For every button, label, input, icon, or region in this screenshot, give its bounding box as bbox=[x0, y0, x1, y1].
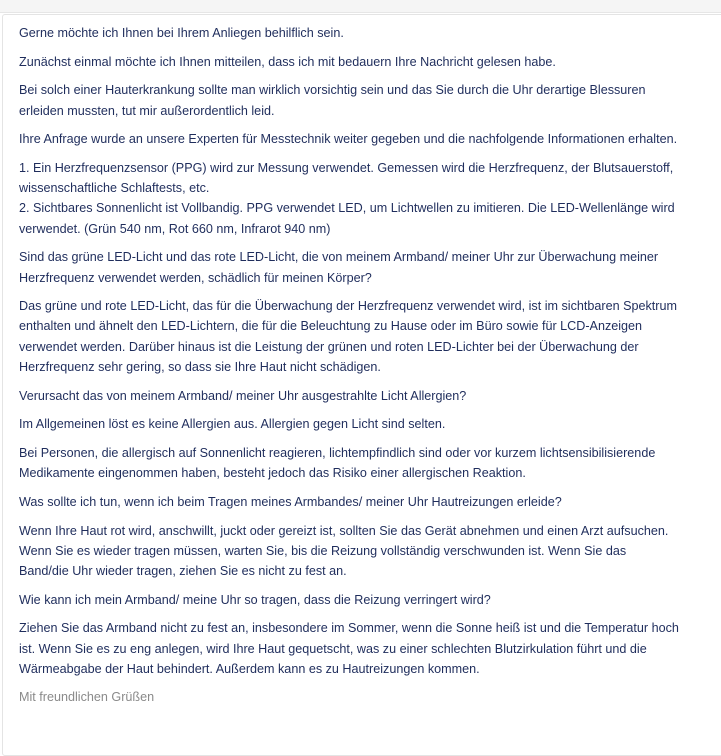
message-paragraph: Im Allgemeinen löst es keine Allergien aus. Allergien gegen Licht sind selten. bbox=[19, 417, 446, 432]
message-paragraph: Was sollte ich tun, wenn ich beim Tragen meines Armbandes/ meiner Uhr Hautreizungen erleide? bbox=[19, 494, 562, 509]
message-paragraph: Sind das grüne LED-Licht und das rote LED-Licht, die von meinem Armband/ meiner Uhr zur Überwachung meiner Herzfrequenz verwendet werden, schädlich für meinen Körper? bbox=[19, 250, 659, 285]
message-paragraph: Ziehen Sie das Armband nicht zu fest an, insbesondere im Sommer, wenn die Sonne heiß ist und die Temperatur hoch ist. Wenn Sie es zu eng anlegen, wird Ihre Haut gequetscht, was zu einer schlechten Blutzirkulation führt und die Wärmeabgabe der Haut behindert. Außerdem kann es zu Hautreizungen kommen. bbox=[19, 621, 679, 676]
closing-text: Mit freundlichen Grüßen bbox=[19, 690, 155, 705]
message-paragraph: Wie kann ich mein Armband/ meine Uhr so tragen, dass die Reizung verringert wird? bbox=[19, 592, 491, 607]
message-paragraph: Zunächst einmal möchte ich Ihnen mitteilen, dass ich mit bedauern Ihre Nachricht gelesen habe. bbox=[19, 54, 556, 69]
top-bar bbox=[0, 0, 721, 13]
message-paragraph: Ihre Anfrage wurde an unsere Experten für Messtechnik weiter gegeben und die nachfolgende Informationen erhalten. bbox=[19, 132, 678, 147]
message-paragraph: Wenn Ihre Haut rot wird, anschwillt, juckt oder gereizt ist, sollten Sie das Gerät abnehmen und einen Arzt aufsuchen. Wenn Sie es wieder tragen müssen, warten Sie, bis die Reizung vollständig verschwunden ist. Wenn Sie das Band/die Uhr wieder tragen, ziehen Sie es nicht zu fest an. bbox=[19, 523, 669, 578]
message-body bbox=[19, 23, 679, 716]
message-paragraph: Gerne möchte ich Ihnen bei Ihrem Anliegen behilflich sein. bbox=[19, 26, 344, 40]
message-paragraph: Bei solch einer Hauterkrankung sollte man wirklich vorsichtig sein und das Sie durch die Uhr derartige Blessuren erleiden mussten, tut mir außerordentlich leid. bbox=[19, 83, 646, 118]
message-paragraph: Bei Personen, die allergisch auf Sonnenlicht reagieren, lichtempfindlich sind oder vor kurzem lichtsensibilisierende Medikamente eingenommen haben, besteht jedoch das Risiko einer allergischen Reaktion. bbox=[19, 445, 656, 481]
message-paragraph: Das grüne und rote LED-Licht, das für die Überwachung der Herzfrequenz verwendet wird, ist im sichtbaren Spektrum enthalten und ähnelt den LED-Lichtern, die für die Beleuchtung zu Hause oder im Büro sowie für LCD-Anzeigen verwendet werden. Darüber hinaus ist die Leistung der grünen und roten LED-Lichter bei der Überwachung der Herzfrequenz sehr gering, so dass sie Ihre Haut nicht schädigen. bbox=[19, 299, 677, 374]
message-paragraph: 1. Ein Herzfrequenzsensor (PPG) wird zur Messung verwendet. Gemessen wird die Herzfrequenz, der Blutsauerstoff, wissenschaftliche Schlaftests, etc. 2. Sichtbares Sonnenlicht ist Vollbandig. PPG verwendet LED, um Lichtwellen zu imitieren. Die LED-Wellenlänge wird verwendet. (Grün 540 nm, Rot 660 nm, Infrarot 940 nm) bbox=[19, 161, 675, 236]
message-paragraph: Verursacht das von meinem Armband/ meiner Uhr ausgestrahlte Licht Allergien? bbox=[19, 388, 467, 403]
